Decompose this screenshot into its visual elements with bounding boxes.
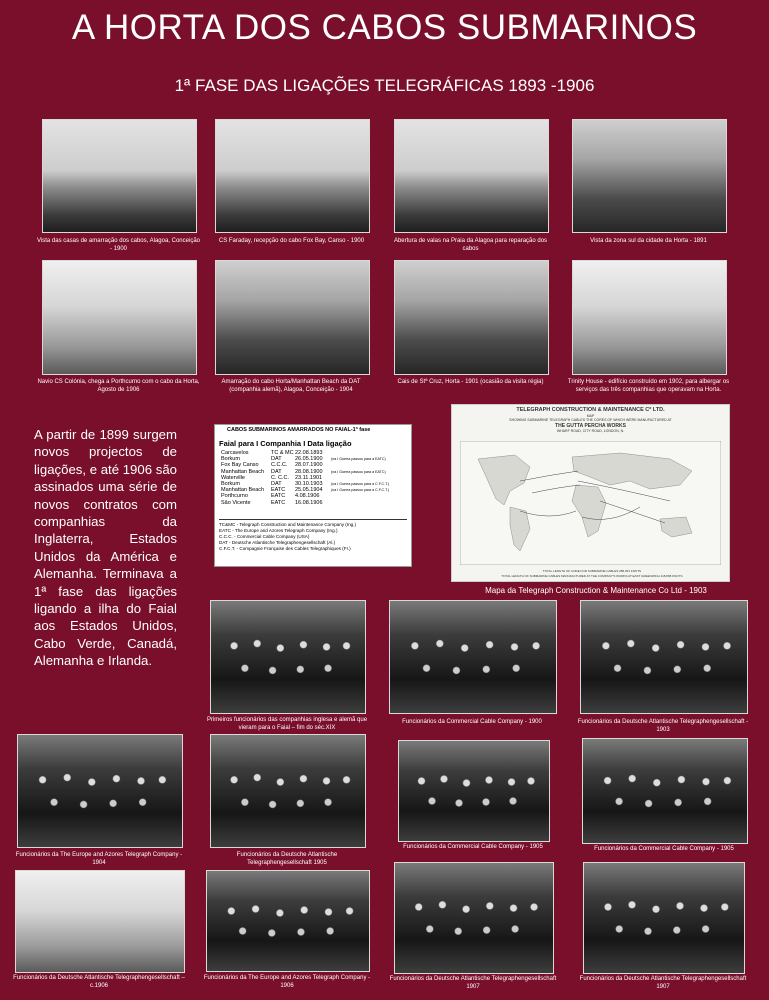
cell-note: (na I Guerra passou para a C.F.C.T.) <box>331 488 390 493</box>
photo-dat-1907-b <box>583 862 745 974</box>
cell-company: TC & MC <box>271 450 294 456</box>
caption-r4-2: Funcionários da Deutsche Atlantische Telegraphengesellschaft 1905 <box>236 852 338 866</box>
cell-company: DAT <box>271 468 282 475</box>
cell-date: 4.08.1906 <box>295 493 320 500</box>
cell-date: 23.11.1901 <box>295 474 323 481</box>
photo-ccc-1900 <box>389 600 557 714</box>
map-foot2: TOTAL LENGTH OF SUBMARINE CABLES MANUFACTURED AT THE COMPANY'S WORKS AT EAST GREENWICH 118,868 KNOTS <box>501 574 683 578</box>
cell-to: Fox Bay Canso <box>221 462 259 469</box>
world-map-drawing <box>460 441 721 565</box>
cell-to: Manhattan Beach <box>221 468 265 475</box>
legend-item: TC&MC - Telegraph Construction and Maintenance Company (Ing.) <box>219 522 357 527</box>
poster-subtitle: 1ª FASE DAS LIGAÇÕES TELEGRÁFICAS 1893 -1906 <box>174 76 595 95</box>
cell-to: Carcavelos <box>221 450 249 456</box>
photo-trench-opening <box>394 119 549 233</box>
table-heading: CABOS SUBMARINOS AMARRADOS NO FAIAL-1ª fase <box>227 427 371 433</box>
legend-item: DAT - Deutsche Atlantische Telegraphengesellschaft (Al.) <box>219 540 336 545</box>
caption-r3-3: Funcionários da Deutsche Atlantische Telegraphengesellschaft - 1903 <box>577 719 749 733</box>
cell-company: DAT <box>271 480 282 487</box>
table-legend <box>219 519 407 552</box>
cell-date: 30.10.1903 <box>295 480 323 487</box>
cell-company: C.C.C. <box>271 462 288 469</box>
legend-item: EATC - The Europe and Azores Telegraph Company (Ing.) <box>219 528 338 533</box>
caption-r2-2: Amarração do cabo Horta/Manhattan Beach da DAT (companhia alemã), Alagoa, Conceição - 1904 <box>221 379 361 393</box>
intro-paragraph: A partir de 1899 surgem novos projectos de ligações, e até 1906 são assinados uma série de novos contratos com companhias da Inglaterra, Estados Unidos da América e Alemanha. Terminava a 1ª fase das ligações ligando a ilha do Faial aos Estados Unidos, Cabo Verde, Canadá, Alemanha e Irlanda. <box>34 427 177 669</box>
photo-cais-santa-cruz <box>394 260 549 375</box>
caption-r1-1: Vista das casas de amarração dos cabos, Alagoa, Conceição - 1900 <box>37 238 200 252</box>
table-column-header: Faial para I Companhia I Data ligação <box>219 439 352 448</box>
map-address: WHARF ROAD, CITY ROAD, LONDON, N. <box>556 429 625 433</box>
table-row <box>219 500 409 506</box>
cell-to: Borkum <box>221 456 240 463</box>
cell-date: 25.05.1904 <box>295 487 323 494</box>
caption-r2-3: Cais de Stª Cruz, Horta - 1901 (ocasião da visita régia) <box>397 379 544 385</box>
photo-dat-1907-a <box>394 862 554 974</box>
legend-item: C.C.C. - Commercial Cable Company (USA) <box>219 534 310 539</box>
photo-alagoa-cable-houses <box>42 119 197 233</box>
caption-r5-2: Funcionários da The Europe and Azores Telegraph Company - 1906 <box>203 975 371 989</box>
cell-to: Waterville <box>221 474 245 481</box>
cell-company: EATC <box>271 499 286 506</box>
photo-first-employees <box>210 600 366 714</box>
photo-dat-1903 <box>580 600 748 714</box>
photo-cable-landing-dat <box>215 260 370 375</box>
cell-company: EATC <box>271 487 286 494</box>
caption-r5-3: Funcionários da Deutsche Atlantische Telegraphengesellschaft 1907 <box>389 976 557 990</box>
cell-date: 26.05.1900 <box>295 456 323 463</box>
photo-dat-house-1906 <box>15 870 185 973</box>
photo-horta-south <box>572 119 727 233</box>
cable-table <box>214 424 412 567</box>
photo-cs-faraday <box>215 119 370 233</box>
telegraph-map <box>451 404 730 582</box>
caption-r1-4: Vista da zona sul da cidade da Horta - 1891 <box>590 238 707 244</box>
legend-item: C.F.C.T. - Compagnie Française des Cables Telegraphiques (Fr.) <box>219 546 351 551</box>
caption-r5-4: Funcionários da Deutsche Atlantische Telegraphengesellschaft 1907 <box>579 976 747 990</box>
caption-r1-2: CS Faraday, recepção do cabo Fox Bay, Canso - 1900 <box>218 238 365 244</box>
caption-r4-4: Funcionários da Commercial Cable Company - 1905 <box>594 846 734 852</box>
photo-cs-colonia <box>42 260 197 375</box>
cell-company: C. C.C. <box>271 474 290 481</box>
cell-to: Borkum <box>221 480 240 487</box>
cell-to: Manhattan Beach <box>221 487 265 494</box>
photo-ccc-1905-a <box>398 740 550 842</box>
caption-r2-1: Navio CS Colónia, chega a Porthcurno com o cabo da Horta, Agosto de 1906 <box>37 379 200 393</box>
photo-trinity-house <box>572 260 727 375</box>
caption-r3-2: Funcionários da Commercial Cable Company - 1900 <box>402 719 542 725</box>
map-caption: Mapa da Telegraph Construction & Maintenance Co Ltd - 1903 <box>485 586 707 595</box>
photo-eatc-1906 <box>206 870 370 972</box>
map-works: THE GUTTA PERCHA WORKS <box>555 423 626 429</box>
caption-r4-1: Funcionários da The Europe and Azores Telegraph Company - 1904 <box>15 852 183 866</box>
caption-r3-1: Primeiros funcionários das companhias inglesa e alemã que vieram para o Faial – fim do séc.XIX <box>206 717 368 731</box>
map-line3: SHOWING SUBMARINE TELEGRAPH CABLES THE CORES OF WHICH WERE MANUFACTURED AT <box>509 418 672 422</box>
map-foot1: TOTAL LENGTH OF CORE FOR SUBMARINE CABLES 288,453 KNOTS <box>542 569 642 573</box>
table-rows <box>219 450 409 506</box>
photo-eatc-1904 <box>17 734 183 848</box>
map-company: TELEGRAPH CONSTRUCTION & MAINTENANCE Cº LTD. <box>516 407 665 413</box>
cell-date: 28.07.1900 <box>295 462 323 469</box>
photo-dat-1905 <box>210 734 366 848</box>
caption-r4-3: Funcionários da Commercial Cable Company - 1905 <box>403 844 543 850</box>
poster-title: A HORTA DOS CABOS SUBMARINOS <box>71 8 698 47</box>
cell-to: Porthcurno <box>221 493 248 500</box>
cell-date: 16.08.1906 <box>295 499 323 506</box>
caption-r1-3: Abertura de valas na Praia da Alagoa para reparação dos cabos <box>393 238 548 252</box>
cell-note: (na I Guerra passou para a EATC) <box>331 469 386 474</box>
cell-date: 28.08.1900 <box>295 468 323 475</box>
cell-note: (na I Guerra passou para a C.F.C.T.) <box>331 481 390 486</box>
cell-to: São Vicente <box>221 499 251 506</box>
caption-r5-1: Funcionários da Deutsche Atlantische Telegraphengesellschaft – c.1906 <box>13 975 185 989</box>
cell-note: (na I Guerra passou para a EATC) <box>331 457 386 462</box>
caption-r2-4: Trinity House - edifício construído em 1902, para albergar os serviços das três companhias que operavam na Horta. <box>567 379 730 393</box>
cell-company: DAT <box>271 456 282 463</box>
map-line2: MAP <box>586 414 595 418</box>
cell-company: EATC <box>271 493 286 500</box>
cell-date: 22.08.1893 <box>295 450 323 456</box>
photo-ccc-1905-b <box>582 738 748 844</box>
